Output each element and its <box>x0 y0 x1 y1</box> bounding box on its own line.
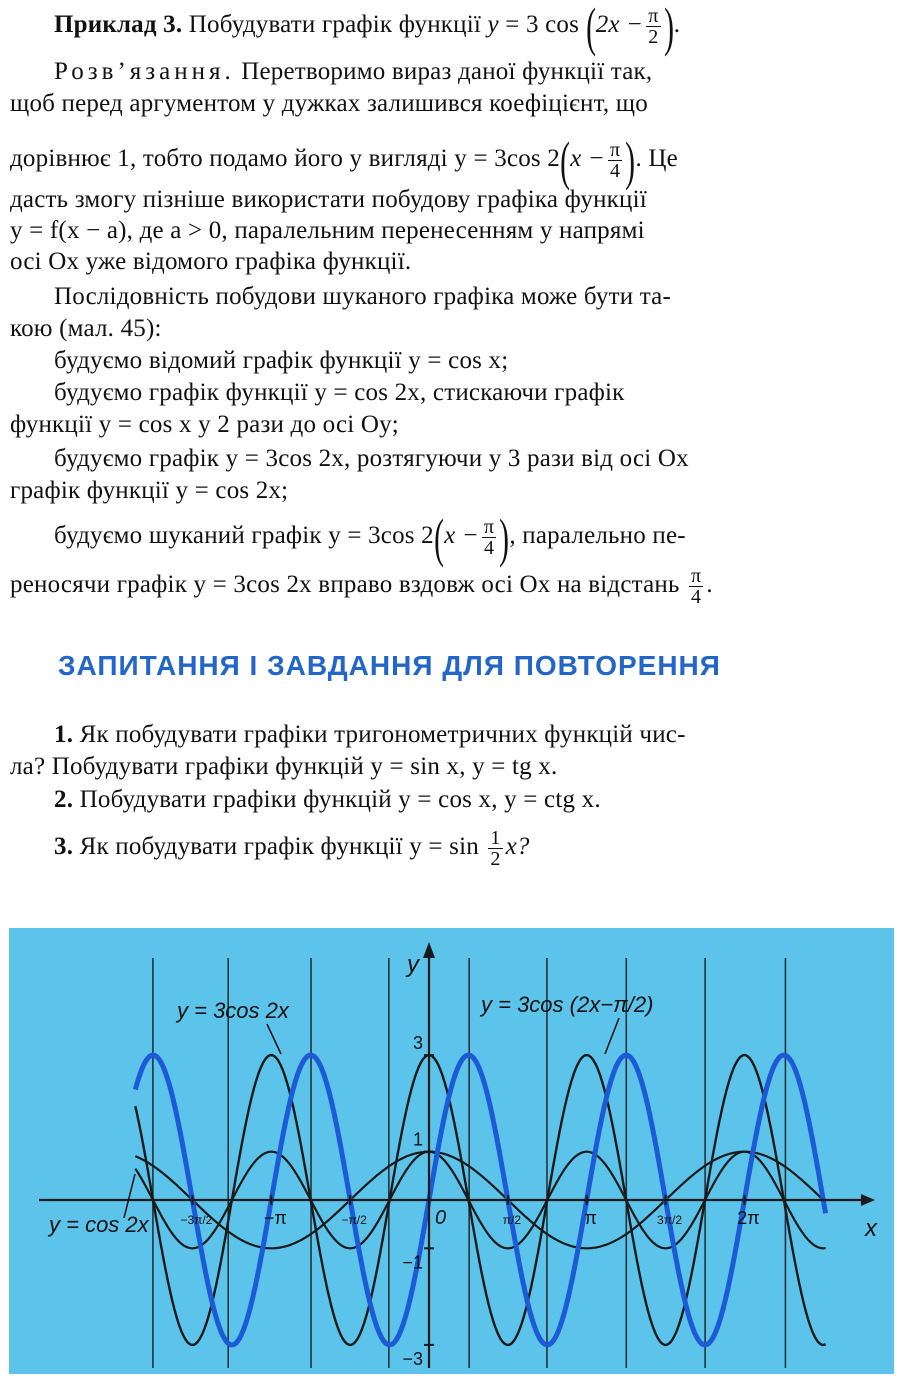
figure-background <box>9 928 894 1374</box>
solution-line-4: дасть змогу пізніше використати побудову графіка функції <box>10 186 647 213</box>
fraction-1-2: $\frac{1}{2}$ <box>490 827 501 870</box>
x-tick-label-3: π/2 <box>502 1213 522 1227</box>
sequence-step-2b: функції y = cos x у 2 рази до осі Oy; <box>10 411 399 438</box>
sequence-step-1: будуємо відомий графік функції y = cos x; <box>54 347 509 374</box>
graph-figure <box>9 928 894 1374</box>
fraction-pi-4-step: $\frac{\pi}{4}$ <box>483 516 495 559</box>
y-axis-label: y <box>407 951 419 978</box>
y-tick-label-1: 1 <box>412 1129 423 1150</box>
solution-heading: Розв’язання. <box>54 58 235 85</box>
x-axis-label: x <box>865 1215 877 1242</box>
x-tick-label-2: −π/2 <box>341 1213 367 1227</box>
label-cos-2x: y = cos 2x <box>49 1212 149 1237</box>
y-tick-label-2: −1 <box>402 1252 423 1273</box>
x-tick-label-5: 3π/2 <box>657 1213 683 1227</box>
question-2: 2. Побудувати графіки функцій y = cos x, y = ctg x. <box>54 786 601 813</box>
fraction-pi-2: $\frac{\pi}{2}$ <box>648 5 659 48</box>
solution-line-3: дорівнює 1, тобто подамо його у вигляді y = 3cos 2(x − $\frac{\pi}{4}$ ). Це <box>10 130 678 191</box>
sequence-intro-2: кою (мал. 45): <box>10 315 162 342</box>
solution-line-6: осі Ox уже відомого графіка функції. <box>10 248 412 275</box>
x-tick-label-4: π <box>584 1208 597 1228</box>
y-tick-label-3: −3 <box>402 1348 423 1369</box>
sequence-intro-1: Послідовність побудови шуканого графіка може бути та- <box>54 283 671 310</box>
label-3cos-2x: y = 3cos 2x <box>177 998 289 1023</box>
sequence-step-3b: графік функції y = cos 2x; <box>10 477 289 504</box>
question-1a: 1. Як побудувати графіки тригонометричних функцій чис- <box>54 721 686 748</box>
question-1b: ла? Побудувати графіки функцій y = sin x, y = tg x. <box>10 753 558 780</box>
x-tick-label-1: −π <box>263 1208 287 1228</box>
origin-label: 0 <box>435 1207 447 1229</box>
solution-line-5: y = f(x − a), де a > 0, паралельним перенесенням у напрямі <box>10 217 645 244</box>
example-label: Приклад 3. <box>54 11 183 39</box>
question-3: 3. Як побудувати графік функції y = sin $\frac{1}{2}$ x? <box>54 827 530 870</box>
fraction-pi-4-distance: $\frac{\pi}{4}$ <box>691 565 702 608</box>
x-tick-label-0: −3π/2 <box>180 1213 213 1227</box>
x-tick-label-6: 2π <box>737 1208 760 1228</box>
y-tick-label-0: 3 <box>412 1033 423 1054</box>
section-title: ЗАПИТАННЯ І ЗАВДАННЯ ДЛЯ ПОВТОРЕННЯ <box>58 650 721 681</box>
fraction-pi-4: $\frac{\pi}{4}$ <box>610 139 621 182</box>
solution-line-2: щоб перед аргументом у дужках залишився коефіцієнт, що <box>10 90 648 117</box>
sequence-step-2a: будуємо графік функції y = cos 2x, стискаючи графік <box>54 379 625 406</box>
example-statement: Приклад 3. Побудувати графік функції y = 3 cos (2x − $\frac{\pi}{2}$ ). <box>54 0 681 57</box>
example-task: Побудувати графік функції <box>188 11 482 39</box>
solution-line-1: Розв’язання. Перетворимо вираз даної функції так, <box>54 58 653 85</box>
sequence-step-3a: будуємо графік y = 3cos 2x, розтягуючи у 3 рази від осі Ox <box>54 445 689 472</box>
label-3cos-shifted: y = 3cos (2x−π/2) <box>481 992 654 1017</box>
sequence-step-4b: реносячи графік y = 3cos 2x вправо вздовж осі Ox на відстань $\frac{\pi}{4}$ . <box>10 565 713 608</box>
sequence-step-4a: будуємо шуканий графік y = 3cos 2(x − $\frac{\pi}{4}$ ), паралельно пе- <box>54 507 686 568</box>
